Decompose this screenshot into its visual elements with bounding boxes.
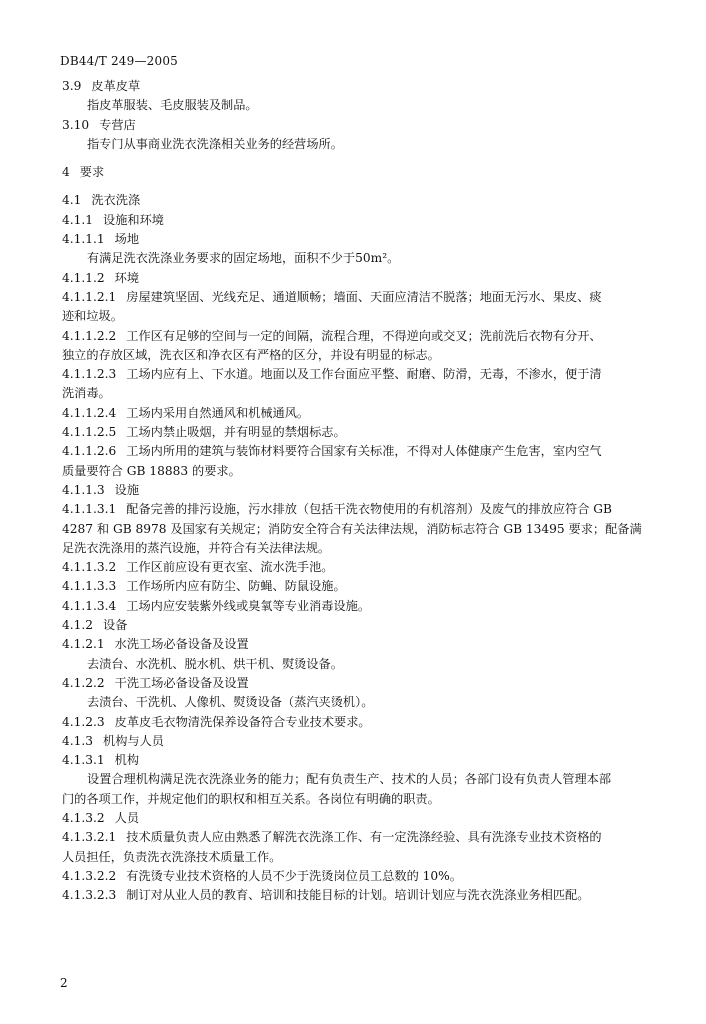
paragraph: 有满足洗衣洗涤业务要求的固定场地，面积不少于50m²。: [87, 251, 400, 266]
clause-continuation: 足洗衣洗涤用的蒸汽设施，并符合有关法律法规。: [62, 540, 331, 555]
clause: 4.1.1.2.5 工场内禁止吸烟，并有明显的禁烟标志。: [62, 425, 346, 440]
paragraph: 去渍台、水洗机、脱水机、烘干机、熨烫设备。: [87, 656, 343, 671]
clause-continuation: 独立的存放区域，洗衣区和净衣区有严格的区分，并设有明显的标志。: [62, 347, 440, 362]
section-heading: 4.1.2.2 干洗工场必备设备及设置: [62, 675, 249, 690]
section-heading: 4.1.1.2 环境: [62, 270, 140, 285]
clause: 4.1.1.2.3 工场内应有上、下水道。地面以及工作台面应平整、耐磨、防滑，无毒，不渗水，便于清: [62, 367, 602, 382]
paragraph: 指皮革服装、毛皮服装及制品。: [87, 98, 258, 113]
clause: 4.1.1.2.2 工作区有足够的空间与一定的间隔，流程合理，不得逆向或交叉；洗前洗后衣物有分开、: [62, 328, 602, 343]
clause: 4.1.1.3.4 工场内应安装紫外线或臭氧等专业消毒设施。: [62, 598, 371, 613]
clause: 4.1.1.3.2 工作区前应设有更衣室、流水洗手池。: [62, 560, 334, 575]
clause-continuation: 质量要符合 GB 18883 的要求。: [62, 463, 241, 478]
section-heading: 4.1 洗衣洗涤: [62, 193, 141, 208]
section-heading: 4.1.1.3 设施: [62, 482, 140, 497]
paragraph-continuation: 门的各项工作，并规定他们的职权和相互关系。各岗位有明确的职责。: [62, 791, 440, 806]
section-heading: 4.1.3.1 机构: [62, 753, 140, 768]
section-heading: 4.1.3 机构与人员: [62, 733, 164, 748]
section-heading: 4.1.2.1 水洗工场必备设备及设置: [62, 637, 249, 652]
clause: 4.1.1.2.1 房屋建筑坚固、光线充足、通道顺畅；墙面、天面应清洁不脱落；地面无污水、果皮、痰: [62, 289, 602, 304]
section-heading: 4.1.2 设备: [62, 618, 128, 633]
clause-continuation: 人员担任，负责洗衣洗涤技术质量工作。: [62, 849, 282, 864]
clause: 4.1.3.2.3 制订对从业人员的教育、培训和技能目标的计划。培训计划应与洗衣洗涤业务相匹配。: [62, 888, 590, 903]
clause: 4.1.1.2.4 工场内采用自然通风和机械通风。: [62, 405, 310, 420]
section-heading: 4.1.1 设施和环境: [62, 212, 164, 227]
clause-continuation: 迹和垃圾。: [62, 309, 123, 324]
clause-continuation: 洗消毒。: [62, 386, 111, 401]
document-code-header: DB44/T 249—2005: [60, 54, 179, 68]
page-number: 2: [60, 976, 68, 990]
clause: 4.1.2.3 皮革皮毛衣物清洗保养设备符合专业技术要求。: [62, 714, 371, 729]
clause: 4.1.3.2.2 有洗烫专业技术资格的人员不少于洗烫岗位员工总数的 10%。: [62, 868, 462, 883]
clause: 4.1.3.2.1 技术质量负责人应由熟悉了解洗衣洗涤工作、有一定洗涤经验、具有洗涤专业技术资格的: [62, 830, 602, 845]
paragraph: 指专门从事商业洗衣洗涤相关业务的经营场所。: [87, 136, 343, 151]
section-heading: 4.1.1.1 场地: [62, 232, 140, 247]
clause: 4.1.1.3.1 配备完善的排污设施，污水排放（包括干洗衣物使用的有机溶剂）及废气的排放应符合 GB: [62, 502, 612, 517]
document-body: [62, 77, 672, 905]
chapter-heading: 4 要求: [62, 165, 105, 180]
clause: 4.1.1.3.3 工作场所内应有防尘、防蝇、防鼠设施。: [62, 579, 346, 594]
clause-continuation: 4287 和 GB 8978 及国家有关规定；消防安全符合有关法律法规，消防标志符合 GB 13495 要求；配备满: [62, 521, 642, 536]
section-heading: 4.1.3.2 人员: [62, 810, 140, 825]
paragraph: 去渍台、干洗机、人像机、熨烫设备（蒸汽夹烫机）。: [87, 695, 374, 710]
section-heading: 3.9 皮革皮草: [62, 79, 141, 93]
clause: 4.1.1.2.6 工场内所用的建筑与装饰材料要符合国家有关标准，不得对人体健康产生危害，室内空气: [62, 444, 602, 459]
paragraph: 设置合理机构满足洗衣洗涤业务的能力；配有负责生产、技术的人员；各部门设有负责人管理本部: [87, 772, 612, 787]
section-heading: 3.10 专营店: [62, 117, 136, 132]
